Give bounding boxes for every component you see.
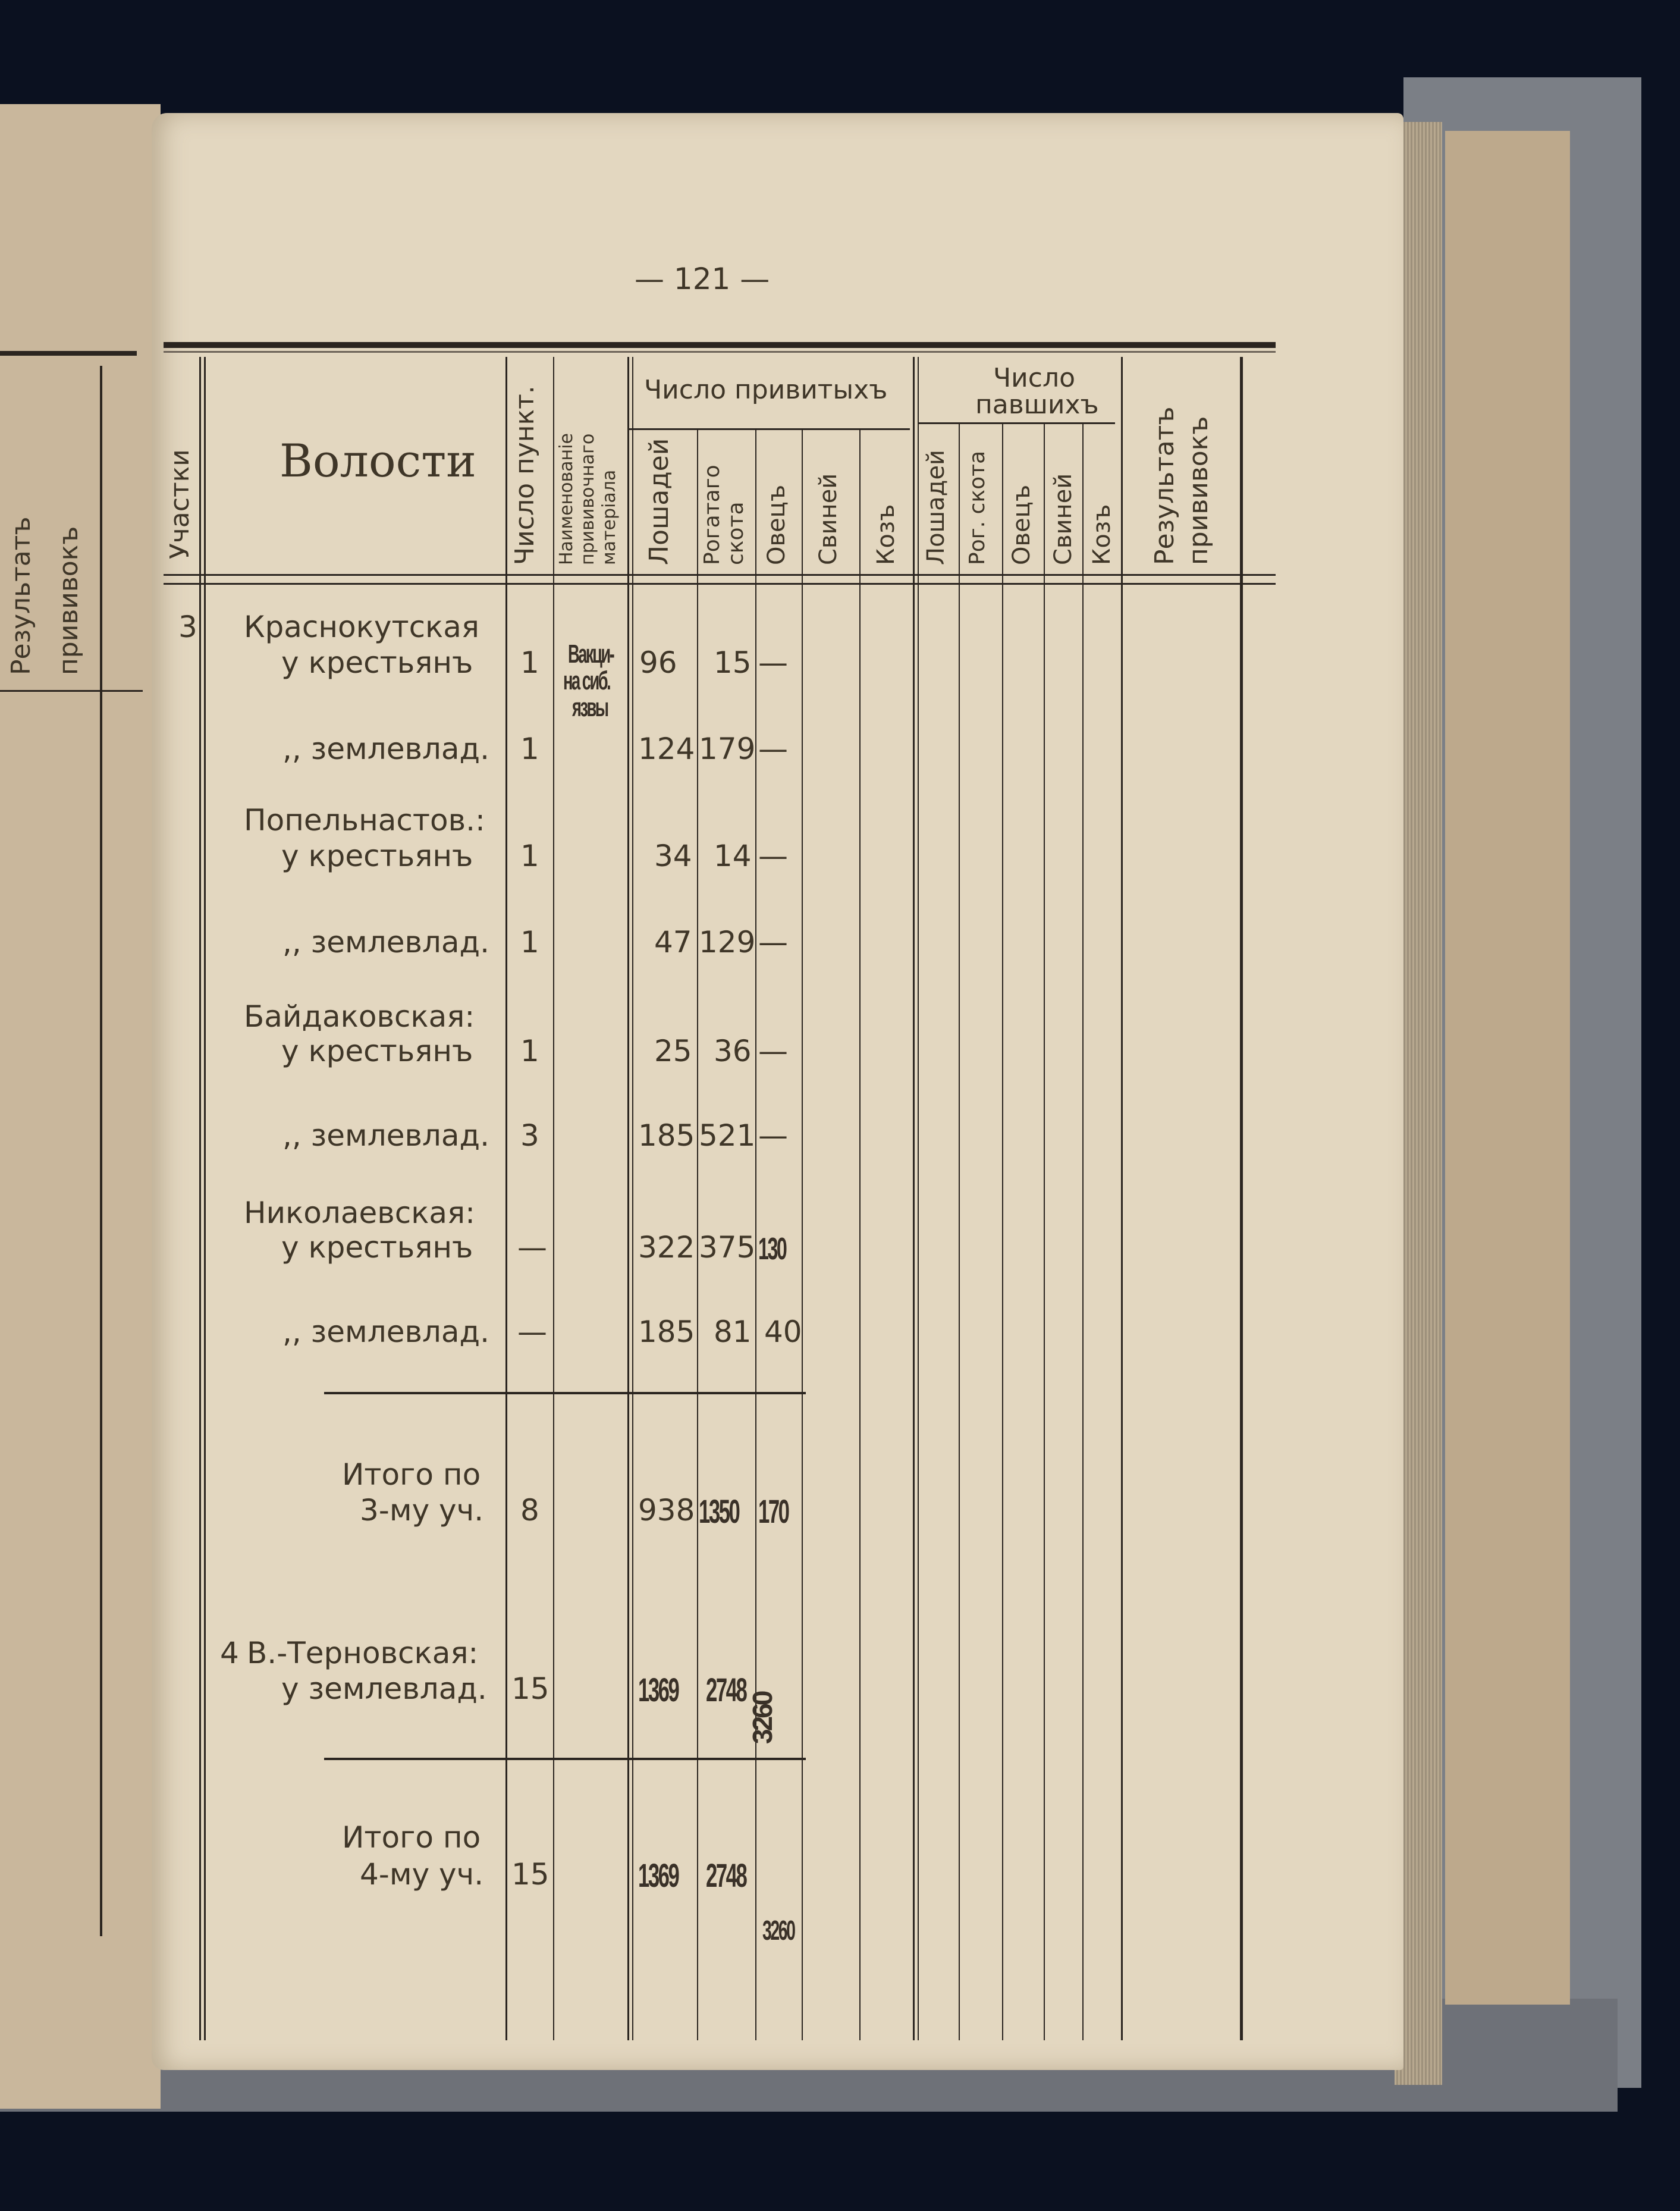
pavshikh-group-rule: [919, 422, 1115, 424]
total-losh: 938: [638, 1493, 695, 1528]
volost-name: В.-Терновская:: [247, 1636, 479, 1670]
col-rule-ovets: [802, 428, 803, 2040]
cell-rog: 36: [714, 1034, 752, 1068]
privitykh-group-rule: [627, 428, 910, 430]
material-line-1: Вакци-: [568, 639, 614, 669]
material-line-2: на сиб.: [563, 666, 610, 695]
table-top-rule: [164, 342, 1276, 348]
volost-name: Николаевская:: [244, 1196, 475, 1230]
cell-punkt: 1: [520, 839, 539, 873]
header-chislo-punkt: Число пункт.: [510, 385, 540, 565]
col-rule-sviney: [859, 428, 861, 2040]
page-number: — 121 —: [635, 262, 770, 296]
left-page-column-rule: [100, 366, 102, 1936]
cell-ovets: —: [758, 1034, 788, 1068]
col-rule-pav-losh: [959, 422, 960, 2040]
cell-rog: 521: [699, 1118, 756, 1153]
col-rule-uchastki: [199, 357, 201, 2040]
col-rule-material: [627, 357, 629, 2040]
col-rule-pav-sviney: [1082, 422, 1084, 2040]
left-page-result-header-1: Результатъ: [6, 516, 36, 675]
header-pav-ovets: Овецъ: [1008, 484, 1035, 565]
row-uchastok-4: 4: [220, 1636, 239, 1670]
cell-rog: 179: [699, 732, 756, 766]
header-naim-1: Наименованіе: [556, 433, 577, 565]
volost-name: Краснокутская: [244, 610, 479, 644]
volost-subname: ,, землевлад.: [282, 925, 489, 959]
left-page-result-header-2: прививокъ: [54, 526, 84, 675]
header-result-2: прививокъ: [1183, 416, 1214, 565]
cell-losh: 124: [638, 732, 695, 766]
col-rule-losh: [697, 428, 698, 2040]
header-volosti: Волости: [280, 434, 476, 487]
total-losh: 1369: [638, 1856, 679, 1894]
col-rule-pav-ovets: [1044, 422, 1045, 2040]
cell-ovets: —: [758, 925, 788, 959]
header-uchastki: Участки: [165, 449, 195, 559]
left-page-top-rule: [0, 351, 137, 356]
left-page: [0, 104, 161, 2109]
cell-losh: 1369: [638, 1671, 679, 1708]
cell-punkt: 1: [520, 732, 539, 766]
cell-punkt: —: [517, 1230, 547, 1265]
total-rog: 1350: [699, 1492, 739, 1530]
volost-subname: у землевлад.: [281, 1671, 487, 1706]
cell-rog: 129: [699, 925, 756, 959]
cell-rog: 81: [714, 1315, 752, 1349]
col-rule-priv-end-2: [918, 357, 919, 2040]
total-label-2: 4-му уч.: [360, 1857, 484, 1892]
cell-losh: 185: [638, 1118, 695, 1153]
volost-subname: ,, землевлад.: [282, 1118, 489, 1153]
volost-name: Байдаковская:: [244, 999, 475, 1034]
material-line-3: язвы: [572, 693, 608, 722]
header-pavshikh-group-2: павшихъ: [975, 390, 1099, 420]
cell-losh: 34: [654, 839, 692, 873]
volost-name: Попельнастов.:: [244, 803, 485, 838]
cell-ovets: —: [758, 645, 788, 680]
cell-losh: 185: [638, 1315, 695, 1349]
header-naim-2: прививочнаго: [577, 433, 598, 565]
header-pav-koz: Козъ: [1088, 504, 1116, 565]
header-priv-ovets: Овецъ: [763, 484, 790, 565]
total-ovets-rotated: 3260: [762, 1915, 795, 1946]
header-pav-sviney: Свиней: [1050, 473, 1077, 565]
header-pav-loshadey: Лошадей: [922, 450, 950, 565]
total-label-1: Итого по: [342, 1457, 481, 1492]
header-priv-rogat-1: Рогатаго: [700, 465, 724, 565]
cell-punkt: —: [517, 1315, 547, 1349]
header-pav-rog: Рог. скота: [965, 450, 990, 565]
cell-rog: 2748: [706, 1671, 746, 1708]
total-punkt: 15: [511, 1857, 549, 1892]
cell-punkt: 1: [520, 925, 539, 959]
cell-rog: 15: [714, 645, 752, 680]
header-privitykh-group: Число привитыхъ: [644, 375, 888, 405]
cell-ovets-rotated: 3260: [747, 1692, 778, 1744]
header-priv-rogat-2: скота: [724, 501, 748, 565]
row-uchastok-3: 3: [178, 610, 197, 644]
cell-rog: 14: [714, 839, 752, 873]
cell-punkt: 15: [511, 1671, 549, 1706]
volost-subname: у крестьянъ: [281, 645, 473, 680]
volost-subname: ,, землевлад.: [282, 1315, 489, 1349]
cell-losh: 322: [638, 1230, 695, 1265]
header-result-1: Результатъ: [1150, 406, 1180, 565]
cell-punkt: 1: [520, 645, 539, 680]
cell-ovets: 130: [758, 1232, 786, 1266]
col-rule-uchastki-2: [204, 357, 206, 2040]
cell-losh: 47: [654, 925, 692, 959]
col-rule-material-2: [632, 357, 633, 2040]
header-priv-koz: Козъ: [872, 504, 900, 565]
table-top-rule-thin: [164, 351, 1276, 353]
volost-subname: у крестьянъ: [281, 839, 473, 873]
cell-punkt: 3: [520, 1118, 539, 1153]
col-rule-priv-end: [913, 357, 915, 2040]
header-bottom-rule: [164, 574, 1276, 576]
col-rule-volosti: [505, 357, 507, 2040]
col-rule-punkt: [553, 357, 554, 2040]
total-label-2: 3-му уч.: [360, 1493, 484, 1528]
right-page: [152, 113, 1403, 2070]
header-priv-sviney: Свиней: [815, 473, 842, 565]
cell-ovets: —: [758, 839, 788, 873]
volost-subname: у крестьянъ: [281, 1230, 473, 1265]
total-label-1: Итого по: [342, 1820, 481, 1855]
endpaper: [1445, 131, 1570, 2005]
header-naim-3: матеріала: [599, 469, 620, 565]
header-priv-loshadey: Лошадей: [644, 438, 674, 565]
cell-losh: 96: [639, 645, 677, 680]
cell-ovets: —: [758, 732, 788, 766]
cell-rog: 375: [699, 1230, 756, 1265]
table-right-rule: [1240, 357, 1243, 2040]
volost-subname: ,, землевлад.: [282, 732, 489, 766]
total-rog: 2748: [706, 1856, 746, 1894]
total-punkt: 8: [520, 1493, 539, 1528]
total-ovets: 170: [758, 1492, 789, 1530]
volost-subname: у крестьянъ: [281, 1034, 473, 1068]
col-rule-pav-rog: [1002, 422, 1003, 2040]
cell-ovets: 40: [764, 1315, 802, 1349]
header-pavshikh-group-1: Число: [993, 363, 1075, 393]
cell-ovets: —: [758, 1118, 788, 1153]
cell-losh: 25: [654, 1034, 692, 1068]
subtotal-rule-3: [324, 1392, 806, 1394]
subtotal-rule-4: [324, 1758, 806, 1760]
left-page-header-rule: [0, 690, 143, 692]
header-bottom-rule-2: [164, 583, 1276, 585]
cell-punkt: 1: [520, 1034, 539, 1068]
col-rule-pav-end: [1121, 357, 1123, 2040]
